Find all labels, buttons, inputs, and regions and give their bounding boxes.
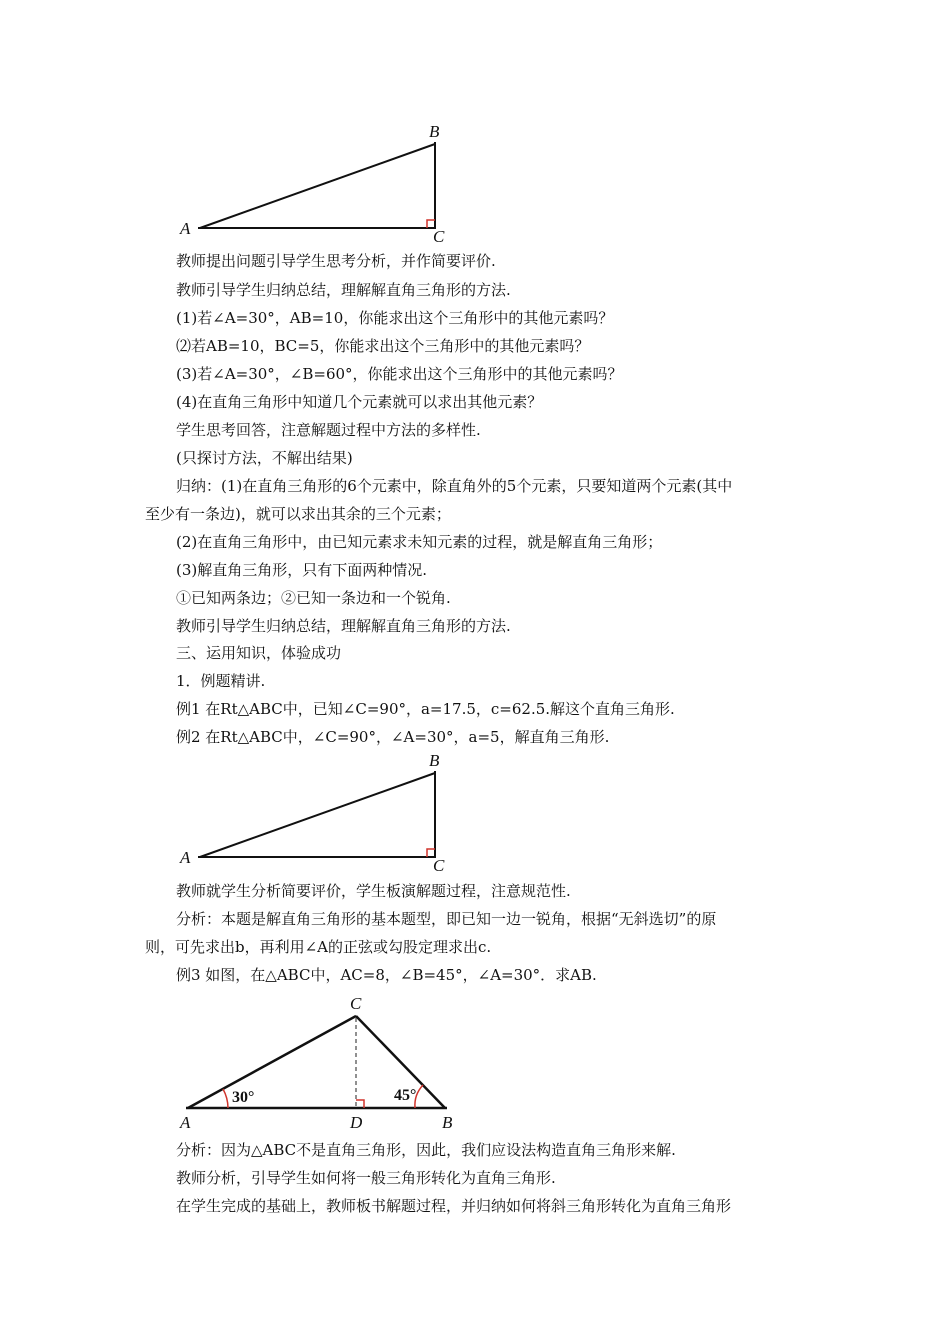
label-c: C <box>350 994 362 1013</box>
summary-line: (2)在直角三角形中，由已知元素求未知元素的过程，就是解直角三角形； <box>176 533 663 551</box>
question-4: (4)在直角三角形中知道几个元素就可以求出其他元素？ <box>176 393 543 411</box>
label-a: A <box>180 848 191 867</box>
oblique-triangle-figure <box>170 990 470 1138</box>
question-1: (1)若∠A=30°，AB=10，你能求出这个三角形中的其他元素吗？ <box>176 309 614 327</box>
side-ab <box>200 773 435 857</box>
label-c: C <box>433 856 445 875</box>
label-b: B <box>442 1113 453 1132</box>
example-1: 例1 在Rt△ABC中，已知∠C=90°，a=17.5，c=62.5.解这个直角三角形. <box>176 700 675 718</box>
right-triangle-figure-1 <box>170 118 460 246</box>
label-d: D <box>350 1113 363 1132</box>
analysis-line: 分析：因为△ABC不是直角三角形，因此，我们应设法构造直角三角形来解. <box>176 1141 676 1159</box>
question-3: (3)若∠A=30°，∠B=60°，你能求出这个三角形中的其他元素吗？ <box>176 365 623 383</box>
analysis-line: 分析：本题是解直角三角形的基本题型，即已知一边一锐角，根据“无斜选切”的原 <box>176 910 717 928</box>
label-a: A <box>180 219 191 238</box>
paragraph: 教师提出问题引导学生思考分析，并作简要评价. <box>176 252 496 270</box>
angle-label-b: 45° <box>394 1087 417 1104</box>
paragraph: 教师引导学生归纳总结，理解解直角三角形的方法. <box>176 281 511 299</box>
example-2: 例2 在Rt△ABC中，∠C=90°，∠A=30°，a=5，解直角三角形. <box>176 728 610 746</box>
subsection-heading: 1．例题精讲. <box>176 672 266 690</box>
summary-line-cont: 至少有一条边)，就可以求出其余的三个元素； <box>145 505 451 523</box>
angle-label-a: 30° <box>232 1089 255 1106</box>
summary-line: ①已知两条边；②已知一条边和一个锐角. <box>176 589 451 607</box>
paragraph: 教师引导学生归纳总结，理解解直角三角形的方法. <box>176 617 511 635</box>
side-ab <box>200 144 435 228</box>
paragraph: 教师就学生分析简要评价，学生板演解题过程，注意规范性. <box>176 882 571 900</box>
label-a: A <box>180 1113 191 1132</box>
paragraph: (只探讨方法，不解出结果) <box>176 449 353 467</box>
summary-line: 归纳：(1)在直角三角形的6个元素中，除直角外的5个元素，只要知道两个元素(其中 <box>176 477 733 495</box>
question-2: ⑵若AB=10，BC=5，你能求出这个三角形中的其他元素吗？ <box>176 337 590 355</box>
label-c: C <box>433 227 445 246</box>
paragraph: 在学生完成的基础上，教师板书解题过程，并归纳如何将斜三角形转化为直角三角形 <box>176 1197 732 1215</box>
section-heading: 三、运用知识，体验成功 <box>176 644 342 662</box>
summary-line: (3)解直角三角形，只有下面两种情况. <box>176 561 428 579</box>
side-ac <box>188 1016 356 1108</box>
paragraph: 学生思考回答，注意解题过程中方法的多样性. <box>176 421 481 439</box>
example-3: 例3 如图，在△ABC中，AC=8，∠B=45°，∠A=30°．求AB. <box>176 966 597 984</box>
label-b: B <box>429 122 440 141</box>
paragraph: 教师分析，引导学生如何将一般三角形转化为直角三角形. <box>176 1169 556 1187</box>
right-triangle-figure-2 <box>170 747 460 875</box>
angle-arc-a <box>223 1089 228 1108</box>
analysis-line-cont: 则，可先求出b，再利用∠A的正弦或勾股定理求出c. <box>145 938 492 956</box>
label-b: B <box>429 751 440 770</box>
